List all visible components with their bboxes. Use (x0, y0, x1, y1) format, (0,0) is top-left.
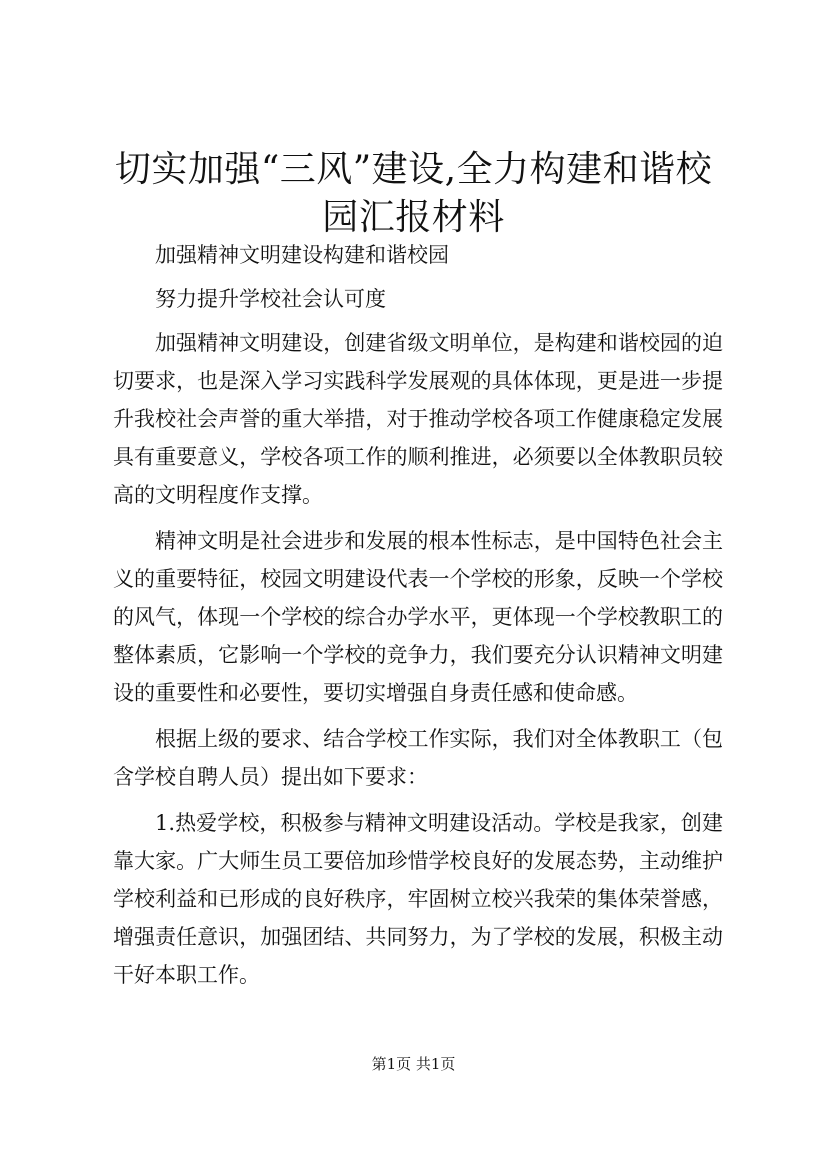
document-body (113, 236, 723, 994)
page-footer: 第1页 共1页 (371, 1055, 456, 1073)
document-title: 切实加强“三风”建设,全力构建和谐校园汇报材料 (114, 149, 713, 238)
body-paragraph: 根据上级的要求、结合学校工作实际，我们对全体教职工（包含学校自聘人员）提出如下要求： (113, 727, 723, 789)
body-paragraph: 加强精神文明建设，创建省级文明单位，是构建和谐校园的迫切要求，也是深入学习实践科学发展观的具体体现，更是进一步提升我校社会声誉的重大举措，对于推动学校各项工作健康稳定发展具有重要意义，学校各项工作的顺利推进，必须要以全体教职员较高的文明程度作支撑。 (113, 331, 723, 507)
subtitle-line-1: 加强精神文明建设构建和谐校园 (155, 243, 449, 267)
body-paragraph: 1.热爱学校，积极参与精神文明建设活动。学校是我家，创建靠大家。广大师生员工要倍加珍惜学校良好的发展态势，主动维护学校利益和已形成的良好秩序，牢固树立校兴我荣的集体荣誉感，增强责任意识，加强团结、共同努力，为了学校的发展，积极主动干好本职工作。 (113, 811, 723, 987)
body-paragraph: 精神文明是社会进步和发展的根本性标志，是中国特色社会主义的重要特征，校园文明建设代表一个学校的形象，反映一个学校的风气，体现一个学校的综合办学水平，更体现一个学校教职工的整体素质，它影响一个学校的竞争力，我们要充分认识精神文明建设的重要性和必要性，要切实增强自身责任感和使命感。 (113, 529, 723, 705)
subtitle-line-2: 努力提升学校社会认可度 (155, 287, 386, 311)
